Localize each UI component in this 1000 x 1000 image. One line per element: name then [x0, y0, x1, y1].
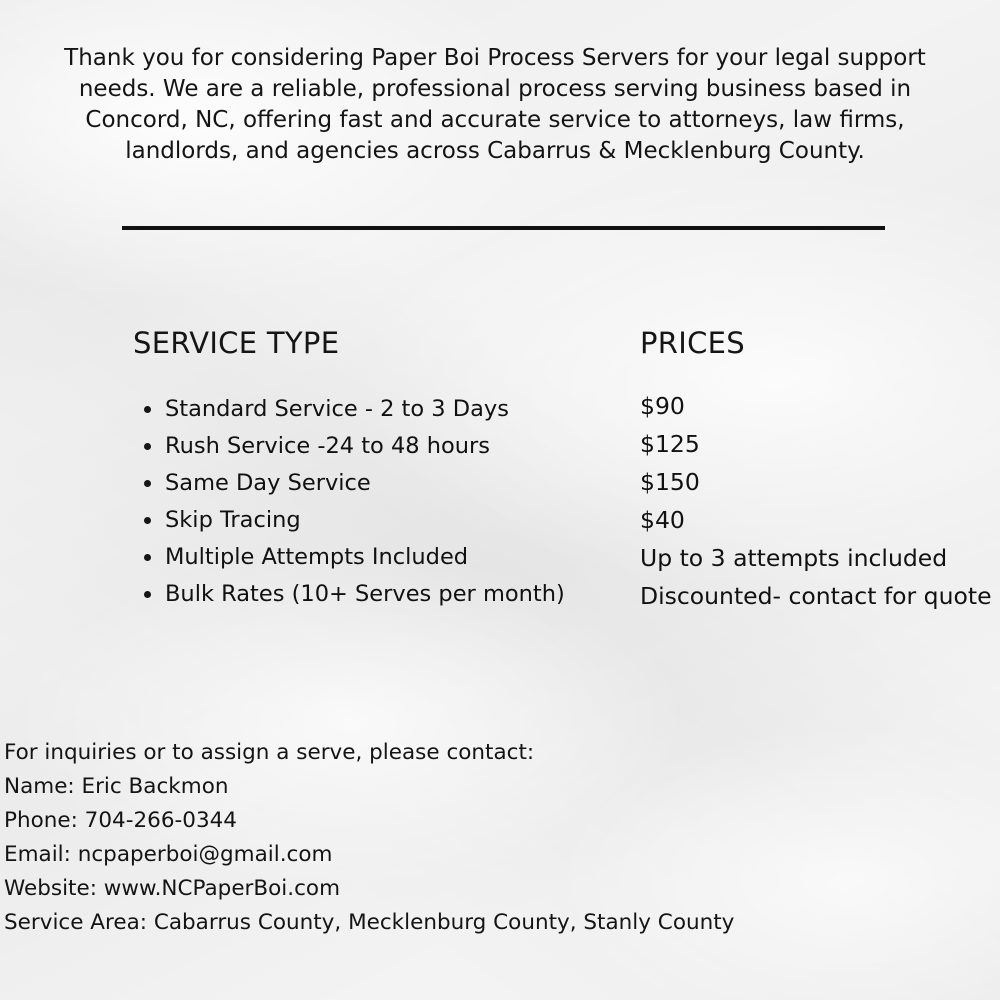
bullet-icon — [144, 406, 151, 413]
contact-service-area: Service Area: Cabarrus County, Mecklenburg County, Stanly County — [4, 910, 735, 935]
service-item-standard — [140, 392, 565, 429]
service-type-heading: SERVICE TYPE — [133, 326, 340, 360]
contact-website: Website: www.NCPaperBoi.com — [4, 876, 341, 901]
service-label: Rush Service -24 to 48 hours — [165, 433, 491, 459]
section-divider — [122, 226, 885, 230]
price-standard: $90 — [640, 392, 685, 420]
bullet-icon — [144, 443, 151, 450]
contact-intro: For inquiries or to assign a serve, please contact: — [4, 740, 535, 765]
service-item-skip-tracing — [140, 503, 565, 540]
price-skip-tracing: $40 — [640, 506, 685, 534]
service-list — [140, 392, 565, 614]
price-rush: $125 — [640, 430, 700, 458]
service-label: Multiple Attempts Included — [165, 544, 469, 570]
price-bulk-rates: Discounted- contact for quote — [640, 582, 992, 610]
contact-name: Name: Eric Backmon — [4, 774, 229, 799]
bullet-icon — [144, 591, 151, 598]
service-item-rush — [140, 429, 565, 466]
service-item-multiple-attempts — [140, 540, 565, 577]
service-label: Same Day Service — [165, 470, 371, 496]
price-multiple-attempts: Up to 3 attempts included — [640, 544, 948, 572]
prices-heading: PRICES — [640, 326, 745, 360]
service-label: Standard Service - 2 to 3 Days — [165, 396, 509, 422]
contact-phone: Phone: 704-266-0344 — [4, 808, 237, 833]
service-label: Skip Tracing — [165, 507, 301, 533]
price-same-day: $150 — [640, 468, 700, 496]
service-item-same-day — [140, 466, 565, 503]
contact-block — [4, 736, 734, 940]
bullet-icon — [144, 480, 151, 487]
intro-paragraph: Thank you for considering Paper Boi Process Servers for your legal support needs. We are a reliable, professional process serving business based in Concord, NC, offering fast and accurate service to attorneys, law firms, landlords, and agencies across Cabarrus & Mecklenburg County. — [64, 45, 926, 164]
service-item-bulk-rates — [140, 577, 565, 614]
bullet-icon — [144, 554, 151, 561]
service-label: Bulk Rates (10+ Serves per month) — [165, 581, 565, 607]
bullet-icon — [144, 517, 151, 524]
price-list — [640, 388, 992, 616]
contact-email: Email: ncpaperboi@gmail.com — [4, 842, 333, 867]
